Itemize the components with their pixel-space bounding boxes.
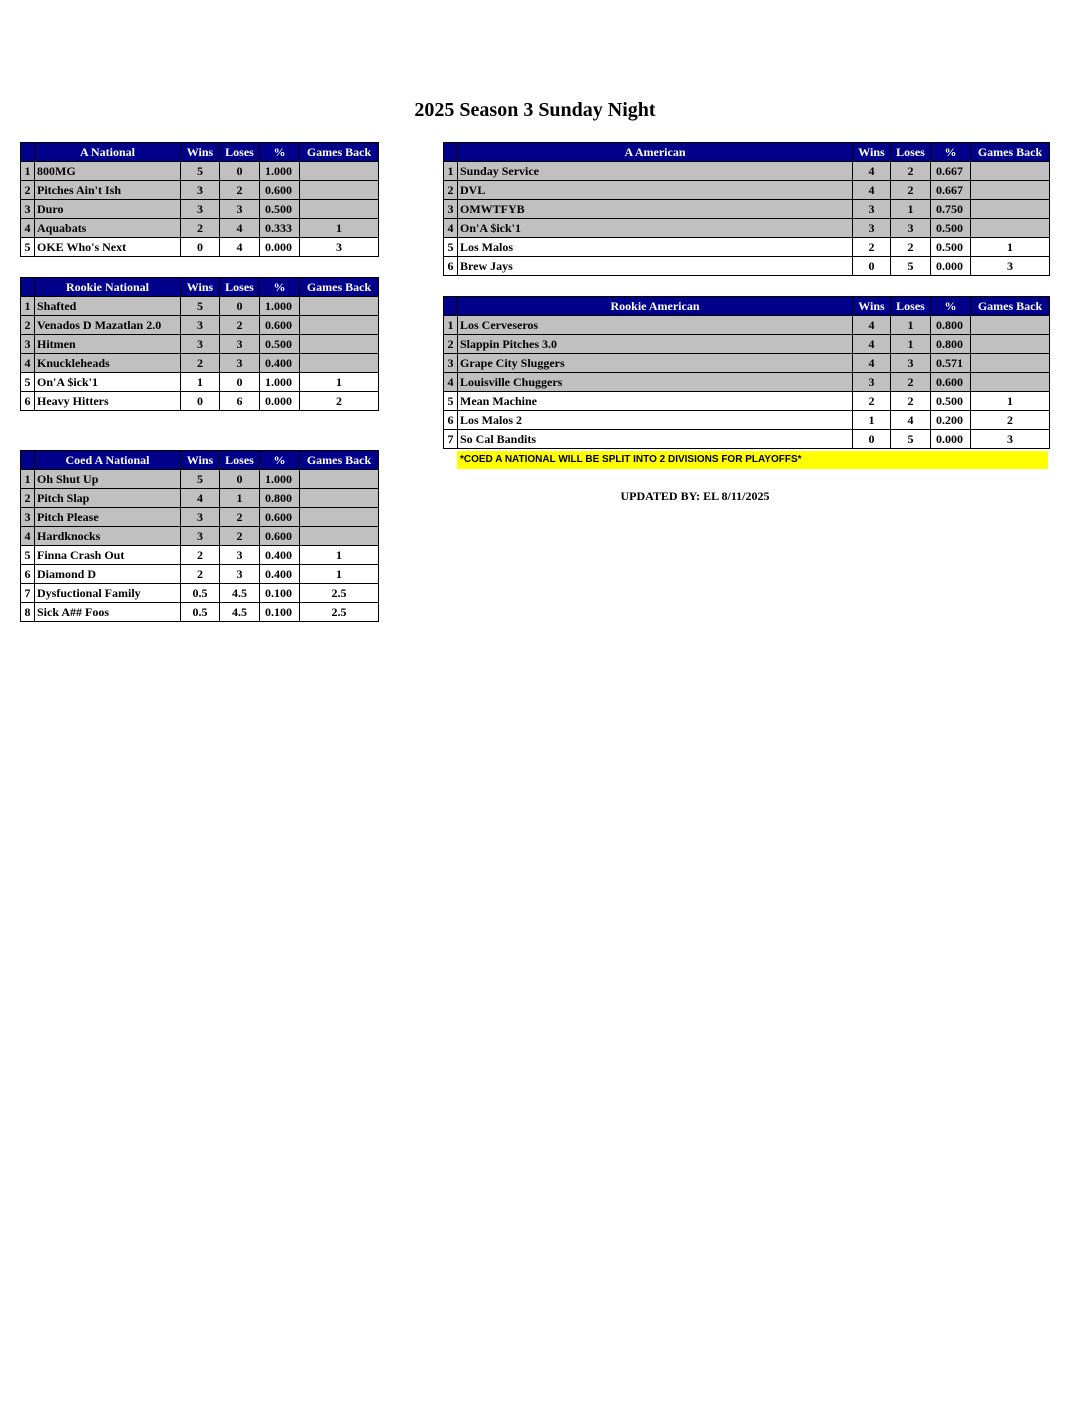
rank-cell: 2 (21, 181, 35, 200)
rank-cell: 4 (444, 219, 458, 238)
team-name-cell: Duro (35, 200, 181, 219)
rank-cell: 3 (444, 200, 458, 219)
wins-cell: 4 (853, 354, 891, 373)
loses-header: Loses (220, 143, 260, 162)
rank-cell: 3 (21, 200, 35, 219)
table-row (444, 219, 1050, 238)
rank-cell: 4 (21, 527, 35, 546)
team-name-cell: Oh Shut Up (35, 470, 181, 489)
wins-cell: 2 (181, 546, 220, 565)
games-back-cell (300, 470, 379, 489)
rank-cell: 1 (444, 316, 458, 335)
table-row (444, 257, 1050, 276)
table-row (444, 162, 1050, 181)
table-row (21, 354, 379, 373)
pct-cell: 0.200 (931, 411, 971, 430)
games-back-cell (971, 373, 1050, 392)
pct-header: % (260, 278, 300, 297)
loses-header: Loses (220, 451, 260, 470)
loses-header: Loses (220, 278, 260, 297)
games-back-cell: 1 (971, 238, 1050, 257)
loses-header: Loses (891, 143, 931, 162)
games-back-header: Games Back (300, 451, 379, 470)
rookie-american-table (443, 296, 1050, 449)
wins-cell: 4 (853, 181, 891, 200)
pct-cell: 0.000 (260, 392, 300, 411)
pct-cell: 0.000 (931, 257, 971, 276)
games-back-cell (300, 335, 379, 354)
rank-header (21, 143, 35, 162)
wins-cell: 5 (181, 297, 220, 316)
table-row (21, 546, 379, 565)
team-name-cell: Slappin Pitches 3.0 (458, 335, 853, 354)
pct-cell: 0.400 (260, 546, 300, 565)
team-name-cell: Los Malos 2 (458, 411, 853, 430)
rank-header (444, 297, 458, 316)
games-back-header: Games Back (971, 143, 1050, 162)
loses-cell: 3 (220, 546, 260, 565)
team-name-cell: Pitch Slap (35, 489, 181, 508)
team-name-cell: Aquabats (35, 219, 181, 238)
rank-cell: 5 (21, 238, 35, 257)
table-row (21, 489, 379, 508)
table-row (444, 335, 1050, 354)
team-name-cell: Hardknocks (35, 527, 181, 546)
team-name-cell: Pitch Please (35, 508, 181, 527)
wins-cell: 5 (181, 470, 220, 489)
rank-cell: 2 (444, 181, 458, 200)
games-back-cell (300, 181, 379, 200)
rank-header (444, 143, 458, 162)
team-name-cell: Los Malos (458, 238, 853, 257)
rank-cell: 6 (21, 392, 35, 411)
loses-cell: 2 (891, 162, 931, 181)
wins-cell: 4 (853, 335, 891, 354)
division-name: A National (35, 143, 181, 162)
wins-cell: 3 (181, 335, 220, 354)
pct-cell: 0.100 (260, 603, 300, 622)
table-row (21, 603, 379, 622)
games-back-cell: 3 (971, 430, 1050, 449)
rank-cell: 4 (21, 219, 35, 238)
loses-cell: 5 (891, 430, 931, 449)
games-back-cell: 1 (300, 219, 379, 238)
games-back-header: Games Back (971, 297, 1050, 316)
games-back-cell: 1 (300, 546, 379, 565)
table-row (21, 527, 379, 546)
pct-cell: 0.667 (931, 162, 971, 181)
table-row (444, 238, 1050, 257)
wins-cell: 5 (181, 162, 220, 181)
team-name-cell: So Cal Bandits (458, 430, 853, 449)
table-row (21, 162, 379, 181)
page-title: 2025 Season 3 Sunday Night (414, 99, 656, 121)
wins-cell: 4 (853, 316, 891, 335)
games-back-cell (300, 162, 379, 181)
pct-cell: 0.750 (931, 200, 971, 219)
rookie-national-table (20, 277, 379, 411)
loses-cell: 3 (220, 354, 260, 373)
a-american-table (443, 142, 1050, 276)
team-name-cell: Sick A## Foos (35, 603, 181, 622)
pct-cell: 0.500 (931, 219, 971, 238)
wins-cell: 0 (181, 238, 220, 257)
pct-cell: 0.600 (260, 181, 300, 200)
games-back-header: Games Back (300, 278, 379, 297)
team-name-cell: Heavy Hitters (35, 392, 181, 411)
wins-cell: 4 (853, 162, 891, 181)
loses-header: Loses (891, 297, 931, 316)
rank-cell: 7 (444, 430, 458, 449)
team-name-cell: Finna Crash Out (35, 546, 181, 565)
rank-cell: 3 (21, 508, 35, 527)
rank-cell: 2 (21, 316, 35, 335)
pct-cell: 0.500 (931, 238, 971, 257)
wins-cell: 3 (853, 373, 891, 392)
pct-cell: 0.000 (931, 430, 971, 449)
division-name: Rookie National (35, 278, 181, 297)
loses-cell: 4 (220, 238, 260, 257)
loses-cell: 4.5 (220, 603, 260, 622)
team-name-cell: Hitmen (35, 335, 181, 354)
rank-cell: 2 (444, 335, 458, 354)
loses-cell: 3 (891, 219, 931, 238)
rank-cell: 8 (21, 603, 35, 622)
division-name: Rookie American (458, 297, 853, 316)
games-back-header: Games Back (300, 143, 379, 162)
pct-cell: 0.333 (260, 219, 300, 238)
team-name-cell: Brew Jays (458, 257, 853, 276)
wins-header: Wins (181, 278, 220, 297)
pct-cell: 0.500 (931, 392, 971, 411)
wins-cell: 0 (181, 392, 220, 411)
pct-cell: 0.571 (931, 354, 971, 373)
wins-cell: 0.5 (181, 584, 220, 603)
pct-header: % (931, 297, 971, 316)
team-name-cell: On'A $ick'1 (35, 373, 181, 392)
loses-cell: 6 (220, 392, 260, 411)
table-row (21, 219, 379, 238)
pct-cell: 0.500 (260, 200, 300, 219)
games-back-cell: 2.5 (300, 584, 379, 603)
games-back-cell (300, 508, 379, 527)
rank-header (21, 278, 35, 297)
wins-cell: 2 (181, 219, 220, 238)
wins-cell: 0 (853, 257, 891, 276)
table-row (444, 200, 1050, 219)
team-name-cell: Venados D Mazatlan 2.0 (35, 316, 181, 335)
loses-cell: 0 (220, 297, 260, 316)
pct-cell: 0.400 (260, 565, 300, 584)
pct-cell: 0.600 (260, 508, 300, 527)
rank-cell: 6 (444, 257, 458, 276)
rank-cell: 1 (444, 162, 458, 181)
rank-cell: 4 (444, 373, 458, 392)
team-name-cell: Knuckleheads (35, 354, 181, 373)
team-name-cell: Mean Machine (458, 392, 853, 411)
pct-cell: 0.500 (260, 335, 300, 354)
team-name-cell: Los Cerveseros (458, 316, 853, 335)
loses-cell: 2 (891, 181, 931, 200)
wins-cell: 2 (853, 238, 891, 257)
table-row (21, 392, 379, 411)
table-header-row (21, 143, 379, 162)
table-row (21, 181, 379, 200)
games-back-cell: 3 (971, 257, 1050, 276)
playoff-note: *COED A NATIONAL WILL BE SPLIT INTO 2 DIVISIONS FOR PLAYOFFS* (457, 451, 1048, 469)
games-back-cell (971, 316, 1050, 335)
rank-cell: 7 (21, 584, 35, 603)
loses-cell: 5 (891, 257, 931, 276)
team-name-cell: OMWTFYB (458, 200, 853, 219)
rank-cell: 6 (21, 565, 35, 584)
loses-cell: 3 (220, 565, 260, 584)
table-row (444, 354, 1050, 373)
loses-cell: 3 (220, 335, 260, 354)
rank-cell: 3 (21, 335, 35, 354)
pct-cell: 0.600 (260, 527, 300, 546)
wins-cell: 4 (181, 489, 220, 508)
games-back-cell (971, 162, 1050, 181)
loses-cell: 1 (891, 200, 931, 219)
loses-cell: 2 (220, 508, 260, 527)
pct-cell: 0.800 (931, 316, 971, 335)
wins-cell: 3 (181, 181, 220, 200)
wins-cell: 2 (181, 354, 220, 373)
pct-cell: 1.000 (260, 162, 300, 181)
games-back-cell: 2.5 (300, 603, 379, 622)
rank-cell: 2 (21, 489, 35, 508)
loses-cell: 1 (891, 316, 931, 335)
team-name-cell: Dysfuctional Family (35, 584, 181, 603)
games-back-cell (971, 354, 1050, 373)
games-back-cell (300, 527, 379, 546)
games-back-cell (300, 297, 379, 316)
team-name-cell: Sunday Service (458, 162, 853, 181)
loses-cell: 4 (220, 219, 260, 238)
table-header-row (21, 451, 379, 470)
loses-cell: 2 (891, 373, 931, 392)
table-header-row (444, 143, 1050, 162)
table-row (21, 565, 379, 584)
loses-cell: 1 (220, 489, 260, 508)
team-name-cell: OKE Who's Next (35, 238, 181, 257)
team-name-cell: Diamond D (35, 565, 181, 584)
wins-cell: 3 (181, 508, 220, 527)
table-row (21, 373, 379, 392)
rank-header (21, 451, 35, 470)
loses-cell: 0 (220, 470, 260, 489)
rank-cell: 6 (444, 411, 458, 430)
table-row (21, 316, 379, 335)
table-row (444, 181, 1050, 200)
rank-cell: 1 (21, 470, 35, 489)
wins-header: Wins (853, 143, 891, 162)
rank-cell: 5 (21, 373, 35, 392)
loses-cell: 1 (891, 335, 931, 354)
pct-cell: 1.000 (260, 470, 300, 489)
games-back-cell: 2 (971, 411, 1050, 430)
games-back-cell (300, 316, 379, 335)
wins-cell: 0 (853, 430, 891, 449)
loses-cell: 0 (220, 162, 260, 181)
team-name-cell: Pitches Ain't Ish (35, 181, 181, 200)
pct-cell: 0.800 (260, 489, 300, 508)
loses-cell: 2 (220, 316, 260, 335)
games-back-cell (971, 219, 1050, 238)
rank-cell: 1 (21, 162, 35, 181)
games-back-cell: 3 (300, 238, 379, 257)
wins-cell: 0.5 (181, 603, 220, 622)
rank-cell: 5 (21, 546, 35, 565)
games-back-cell (300, 489, 379, 508)
games-back-cell: 1 (300, 373, 379, 392)
games-back-cell (300, 200, 379, 219)
table-row (21, 200, 379, 219)
rank-cell: 3 (444, 354, 458, 373)
pct-cell: 0.667 (931, 181, 971, 200)
pct-cell: 0.800 (931, 335, 971, 354)
pct-cell: 0.600 (931, 373, 971, 392)
table-row (444, 430, 1050, 449)
table-row (444, 411, 1050, 430)
games-back-cell: 2 (300, 392, 379, 411)
wins-header: Wins (853, 297, 891, 316)
table-row (21, 508, 379, 527)
games-back-cell (300, 354, 379, 373)
rank-cell: 5 (444, 392, 458, 411)
games-back-cell: 1 (971, 392, 1050, 411)
games-back-cell (971, 335, 1050, 354)
a-national-table (20, 142, 379, 257)
table-row (21, 238, 379, 257)
rank-cell: 4 (21, 354, 35, 373)
team-name-cell: Louisville Chuggers (458, 373, 853, 392)
games-back-cell: 1 (300, 565, 379, 584)
wins-cell: 3 (181, 200, 220, 219)
pct-header: % (931, 143, 971, 162)
wins-cell: 1 (181, 373, 220, 392)
loses-cell: 2 (220, 527, 260, 546)
wins-cell: 2 (181, 565, 220, 584)
table-header-row (444, 297, 1050, 316)
wins-cell: 3 (853, 200, 891, 219)
table-row (444, 316, 1050, 335)
pct-cell: 1.000 (260, 297, 300, 316)
wins-header: Wins (181, 143, 220, 162)
team-name-cell: 800MG (35, 162, 181, 181)
loses-cell: 4.5 (220, 584, 260, 603)
wins-cell: 3 (853, 219, 891, 238)
games-back-cell (971, 200, 1050, 219)
rank-cell: 1 (21, 297, 35, 316)
table-row (444, 373, 1050, 392)
division-name: A American (458, 143, 853, 162)
loses-cell: 3 (220, 200, 260, 219)
loses-cell: 2 (220, 181, 260, 200)
pct-cell: 0.400 (260, 354, 300, 373)
rank-cell: 5 (444, 238, 458, 257)
wins-cell: 3 (181, 316, 220, 335)
pct-header: % (260, 451, 300, 470)
table-row (21, 470, 379, 489)
team-name-cell: Grape City Sluggers (458, 354, 853, 373)
wins-cell: 2 (853, 392, 891, 411)
team-name-cell: On'A $ick'1 (458, 219, 853, 238)
coed-a-national-table (20, 450, 379, 622)
pct-cell: 1.000 (260, 373, 300, 392)
pct-cell: 0.600 (260, 316, 300, 335)
loses-cell: 4 (891, 411, 931, 430)
loses-cell: 2 (891, 238, 931, 257)
pct-header: % (260, 143, 300, 162)
loses-cell: 3 (891, 354, 931, 373)
division-name: Coed A National (35, 451, 181, 470)
loses-cell: 0 (220, 373, 260, 392)
games-back-cell (971, 181, 1050, 200)
wins-header: Wins (181, 451, 220, 470)
team-name-cell: DVL (458, 181, 853, 200)
table-row (21, 297, 379, 316)
table-row (21, 584, 379, 603)
team-name-cell: Shafted (35, 297, 181, 316)
table-row (21, 335, 379, 354)
table-row (444, 392, 1050, 411)
wins-cell: 1 (853, 411, 891, 430)
wins-cell: 3 (181, 527, 220, 546)
pct-cell: 0.000 (260, 238, 300, 257)
updated-by: UPDATED BY: EL 8/11/2025 (620, 489, 770, 503)
table-header-row (21, 278, 379, 297)
pct-cell: 0.100 (260, 584, 300, 603)
loses-cell: 2 (891, 392, 931, 411)
